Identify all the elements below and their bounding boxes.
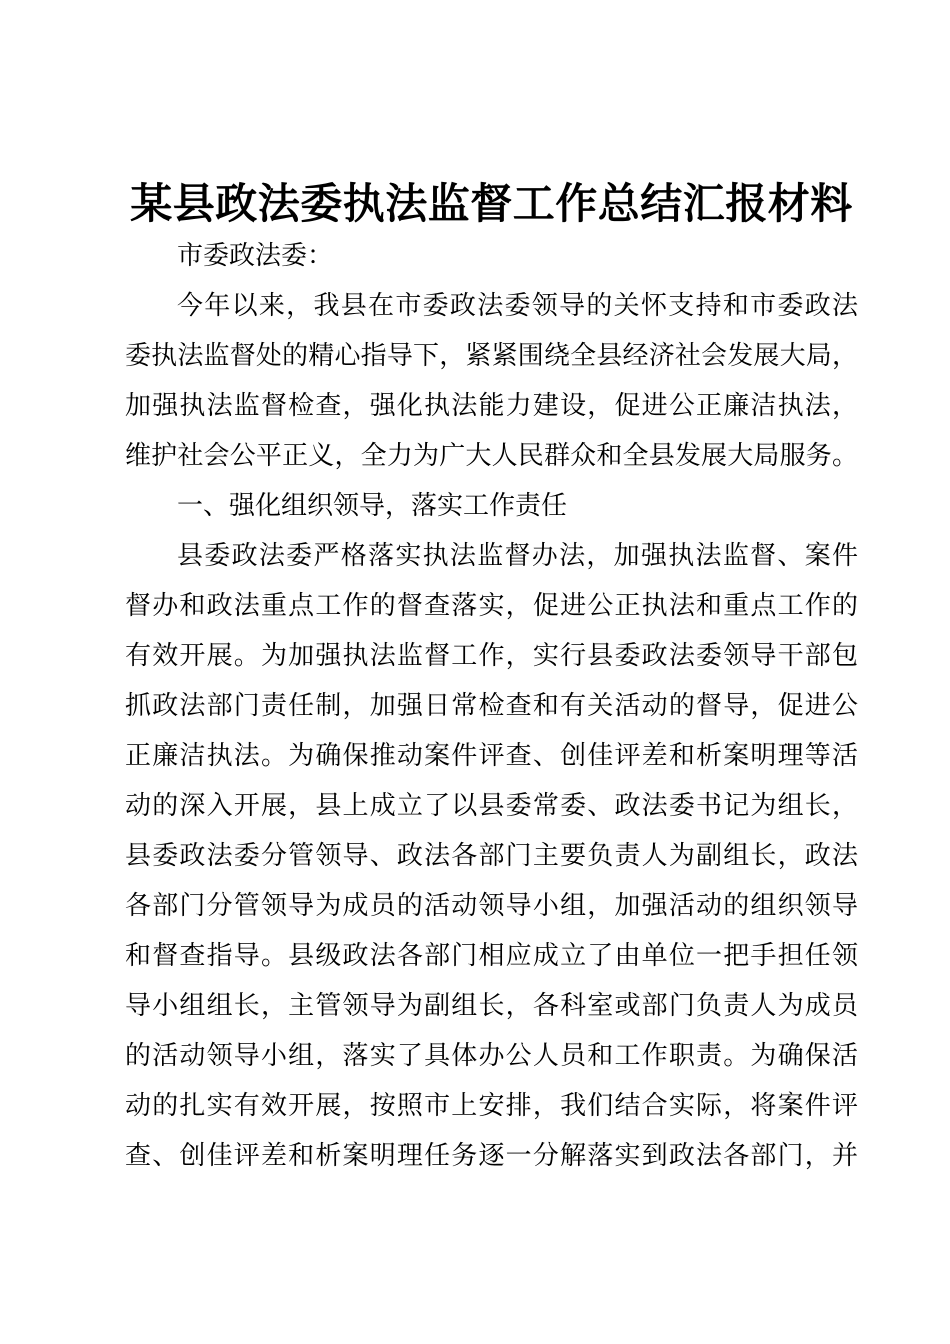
paragraph-1: [125, 280, 858, 480]
paragraph-1-line: 维护社会公平正义，全力为广大人民群众和全县发展大局服务。: [125, 440, 858, 470]
paragraph-2-line: 查、创佳评差和析案明理任务逐一分解落实到政法各部门，并: [125, 1140, 858, 1170]
paragraph-2-line: 导小组组长，主管领导为副组长，各科室或部门负责人为成员: [125, 990, 858, 1020]
paragraph-2-line: 督办和政法重点工作的督查落实，促进公正执法和重点工作的: [125, 590, 858, 620]
paragraph-2-line: 县委政法委分管领导、政法各部门主要负责人为副组长，政法: [125, 840, 858, 870]
paragraph-2: [125, 530, 858, 1180]
paragraph-2-line: 的活动领导小组，落实了具体办公人员和工作职责。为确保活: [125, 1040, 858, 1070]
salutation: 市委政法委：: [177, 240, 334, 270]
paragraph-2-line: 有效开展。为加强执法监督工作，实行县委政法委领导干部包: [125, 640, 858, 670]
paragraph-1-line: 加强执法监督检查，强化执法能力建设，促进公正廉洁执法，: [125, 390, 858, 420]
paragraph-1-line: 委执法监督处的精心指导下，紧紧围绕全县经济社会发展大局，: [125, 340, 858, 370]
paragraph-2-line: 抓政法部门责任制，加强日常检查和有关活动的督导，促进公: [125, 690, 858, 720]
paragraph-2-line: 正廉洁执法。为确保推动案件评查、创佳评差和析案明理等活: [125, 740, 858, 770]
paragraph-2-line: 动的深入开展，县上成立了以县委常委、政法委书记为组长，: [125, 790, 858, 820]
paragraph-1-line: 今年以来，我县在市委政法委领导的关怀支持和市委政法: [177, 290, 858, 320]
paragraph-2-line: 动的扎实有效开展，按照市上安排，我们结合实际，将案件评: [125, 1090, 858, 1120]
document-title: 某县政法委执法监督工作总结汇报材料: [130, 182, 853, 228]
section-heading: 一、强化组织领导，落实工作责任: [177, 490, 568, 520]
document-body: [125, 180, 858, 1180]
paragraph-2-line: 各部门分管领导为成员的活动领导小组，加强活动的组织领导: [125, 890, 858, 920]
paragraph-2-line: 县委政法委严格落实执法监督办法，加强执法监督、案件: [177, 540, 858, 570]
paragraph-2-line: 和督查指导。县级政法各部门相应成立了由单位一把手担任领: [125, 940, 858, 970]
